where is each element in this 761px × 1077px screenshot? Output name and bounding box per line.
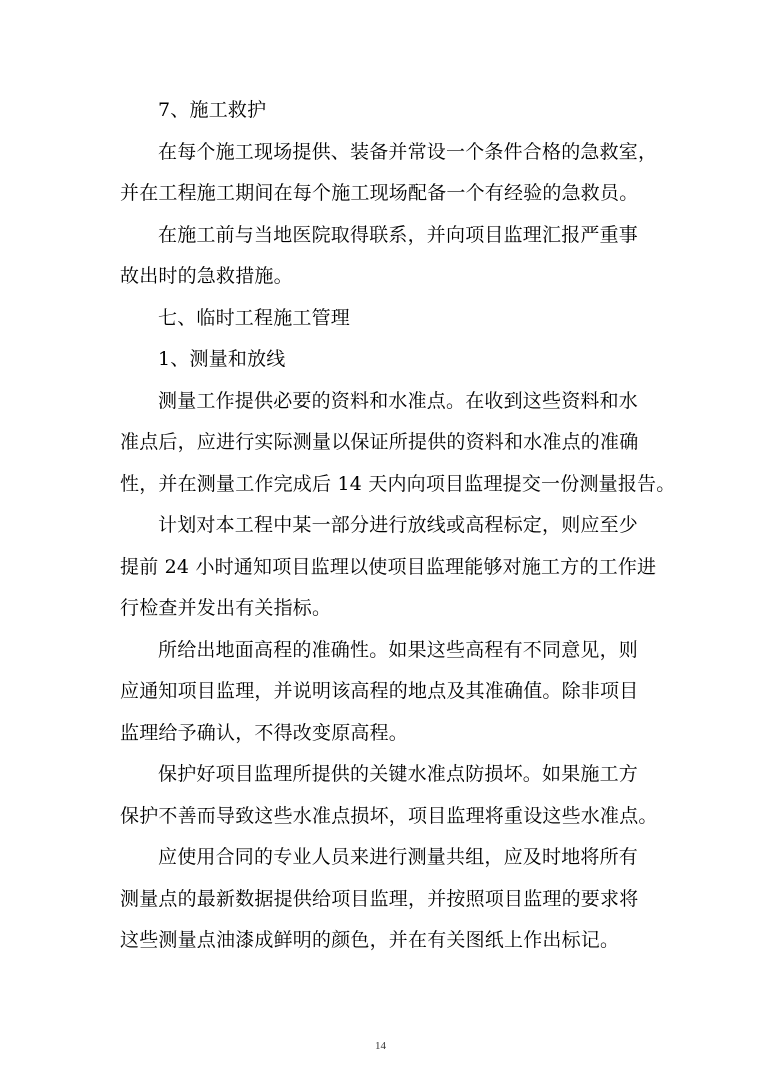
section-heading-first-aid: 7、施工救护: [158, 99, 267, 121]
paragraph-line: 测量工作提供必要的资料和水准点。在收到这些资料和水: [158, 389, 639, 412]
paragraph-line: 保护不善而导致这些水准点损坏，项目监理将重设这些水准点。: [120, 804, 658, 827]
page-number: 14: [375, 1040, 386, 1052]
paragraph-line: 故出时的急救措施。: [120, 265, 293, 287]
paragraph-line: 监理给予确认，不得改变原高程。: [120, 721, 409, 744]
paragraph-line: 计划对本工程中某一部分进行放线或高程标定，则应至少: [158, 514, 639, 536]
paragraph-line: 在每个施工现场提供、装备并常设一个条件合格的急救室，: [158, 140, 658, 163]
paragraph-line: 这些测量点油漆成鲜明的颜色，并在有关图纸上作出标记。: [120, 929, 620, 951]
paragraph-line: 性，并在测量工作完成后 14 天内向项目监理提交一份测量报告。: [120, 472, 676, 495]
page-body: [120, 96, 676, 968]
section-heading-temporary-works: 七、临时工程施工管理: [158, 306, 351, 329]
paragraph-line: 测量点的最新数据提供给项目监理，并按照项目监理的要求将: [120, 887, 639, 910]
paragraph-line: 应使用合同的专业人员来进行测量共组，应及时地将所有: [158, 846, 639, 868]
paragraph-line: 所给出地面高程的准确性。如果这些高程有不同意见，则: [158, 638, 639, 661]
paragraph-line: 准点后，应进行实际测量以保证所提供的资料和水准点的准确: [120, 431, 639, 453]
paragraph-line: 在施工前与当地医院取得联系，并向项目监理汇报严重事: [158, 223, 639, 246]
paragraph-line: 应通知项目监理，并说明该高程的地点及其准确值。除非项目: [120, 680, 639, 702]
paragraph-line: 并在工程施工期间在每个施工现场配备一个有经验的急救员。: [120, 182, 639, 204]
section-heading-surveying: 1、测量和放线: [158, 348, 286, 370]
paragraph-line: 保护好项目监理所提供的关键水准点防损坏。如果施工方: [158, 763, 639, 785]
paragraph-line: 提前 24 小时通知项目监理以使项目监理能够对施工方的工作进: [120, 555, 657, 578]
paragraph-line: 行检查并发出有关指标。: [120, 597, 332, 619]
